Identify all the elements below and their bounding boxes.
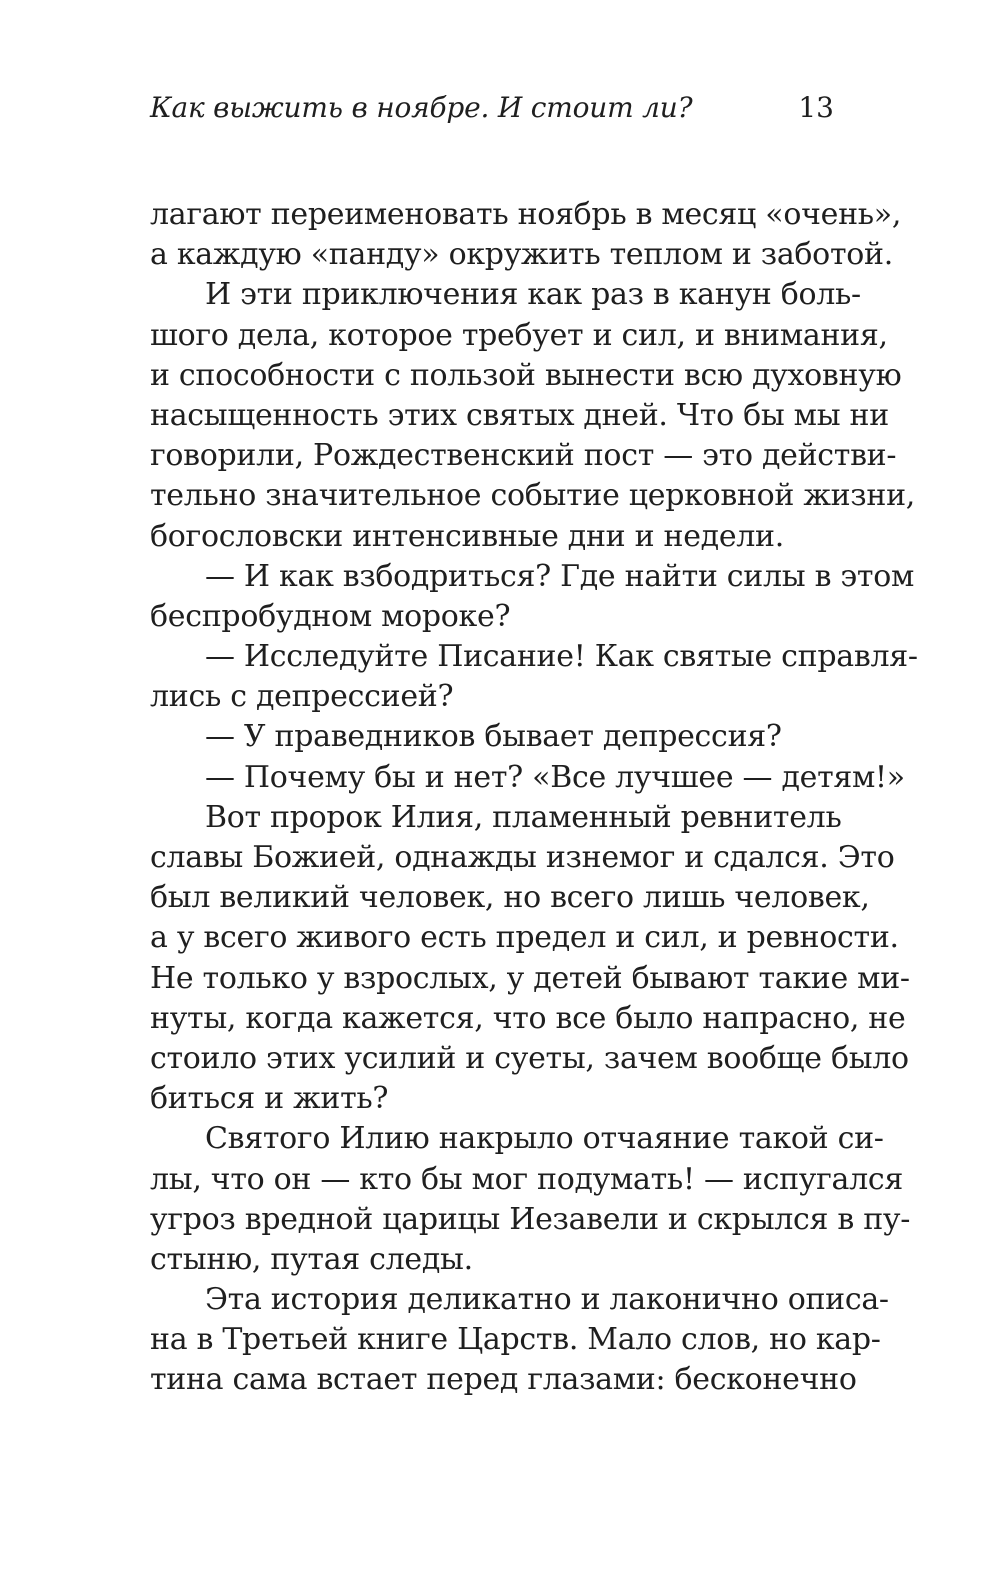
text-line: был великий человек, но всего лишь человек,	[150, 880, 870, 916]
text-line: лагают переименовать ноябрь в месяц «очень»,	[150, 197, 902, 232]
text-line: Эта история деликатно и лаконично описа-	[205, 1282, 889, 1318]
text-line: говорили, Рождественский пост — это действи-	[150, 438, 897, 474]
text-line: насыщенность этих святых дней. Что бы мы ни	[150, 397, 889, 433]
text-line: Не только у взрослых, у детей бывают такие ми-	[150, 960, 910, 996]
text-line: — Исследуйте Писание! Как святые справля-	[205, 639, 918, 675]
text-line: тина сама встает перед глазами: бесконечно	[150, 1362, 857, 1398]
text-line: — Почему бы и нет? «Все лучшее — детям!»	[205, 759, 905, 795]
body-text	[150, 195, 918, 1401]
text-line: стыню, путая следы.	[150, 1241, 473, 1277]
text-line: беспробудном мороке?	[150, 598, 511, 634]
text-line: — И как взбодриться? Где найти силы в этом	[205, 558, 914, 594]
text-line: Вот пророк Илия, пламенный ревнитель	[205, 799, 842, 835]
text-line: лы, что он — кто бы мог подумать! — испугался	[150, 1161, 904, 1197]
text-line: на в Третьей книге Царств. Мало слов, но кар-	[150, 1322, 881, 1358]
text-line: тельно значительное событие церковной жизни,	[150, 478, 915, 514]
text-line: Святого Илию накрыло отчаяние такой си-	[205, 1121, 884, 1157]
text-line: И эти приключения как раз в канун боль-	[205, 277, 861, 313]
text-line: шого дела, которое требует и сил, и внимания,	[150, 317, 888, 353]
text-line: а у всего живого есть предел и сил, и ревности.	[150, 920, 899, 956]
text-line: биться и жить?	[150, 1081, 389, 1117]
text-line: нуты, когда кажется, что все было напрасно, не	[150, 1000, 906, 1036]
text-line: лись с депрессией?	[150, 679, 454, 715]
chapter-title: Как выжить в ноябре. И стоит ли?	[150, 91, 693, 124]
text-line: славы Божией, однажды изнемог и сдался. Это	[150, 840, 895, 875]
text-line: — У праведников бывает депрессия?	[205, 719, 782, 755]
text-line: а каждую «панду» окружить теплом и заботой.	[150, 237, 893, 273]
text-line: богословски интенсивные дни и недели.	[150, 518, 784, 554]
text-line: стоило этих усилий и суеты, зачем вообще было	[150, 1040, 909, 1076]
text-line: угроз вредной царицы Иезавели и скрылся в пу-	[150, 1201, 911, 1237]
text-line: и способности с пользой вынести всю духовную	[150, 357, 902, 393]
running-header	[150, 86, 834, 130]
page-number: 13	[798, 91, 834, 124]
